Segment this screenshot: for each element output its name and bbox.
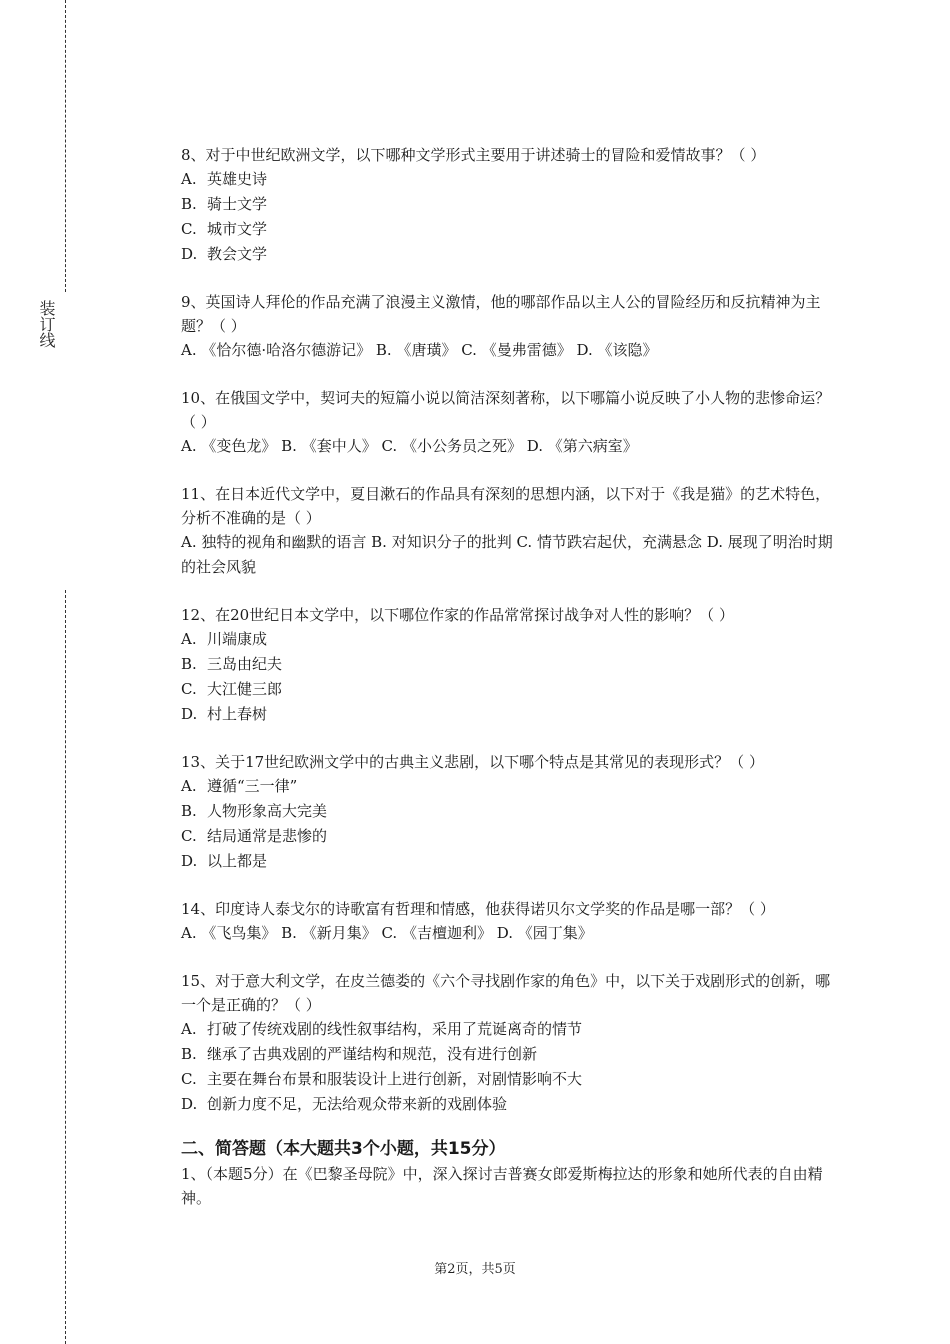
option-letter: B. (181, 195, 197, 213)
option-b (181, 799, 841, 824)
option-letter: D. (181, 705, 198, 723)
option-text: 继承了古典戏剧的严谨结构和规范，没有进行创新 (207, 1045, 538, 1063)
option-text: 主要在舞台布景和服装设计上进行创新，对剧情影响不大 (207, 1070, 583, 1088)
option-text: 英雄史诗 (207, 170, 268, 188)
option-letter: D. (181, 1095, 198, 1113)
option-a (181, 627, 841, 652)
question-stem: 14、印度诗人泰戈尔的诗歌富有哲理和情感，他获得诺贝尔文学奖的作品是哪一部？（ ） (181, 900, 775, 918)
options-line: A. 独特的视角和幽默的语言 B. 对知识分子的批判 C. 情节跌宕起伏，充满悬念 D. 展现了明治时期的社会风貌 (181, 533, 833, 576)
essay-question-1: 1、（本题5分）在《巴黎圣母院》中，深入探讨吉普赛女郎爱斯梅拉达的形象和她所代表的自由精神。 (181, 1165, 823, 1207)
question-stem: 8、对于中世纪欧洲文学，以下哪种文学形式主要用于讲述骑士的冒险和爱情故事？（ ） (181, 146, 766, 164)
option-text: 遵循“三一律” (207, 777, 298, 795)
option-c (181, 217, 841, 242)
option-text: 创新力度不足，无法给观众带来新的戏剧体验 (207, 1095, 508, 1113)
option-letter: D. (181, 852, 198, 870)
question-9 (181, 290, 841, 363)
option-b (181, 652, 841, 677)
option-text: 结局通常是悲惨的 (207, 827, 328, 845)
option-letter: B. (181, 655, 197, 673)
question-15 (181, 969, 841, 1117)
option-text: 教会文学 (207, 245, 268, 263)
option-text: 以上都是 (207, 852, 268, 870)
question-12 (181, 603, 841, 727)
option-letter: C. (181, 220, 197, 238)
option-a (181, 167, 841, 192)
question-stem: 11、在日本近代文学中，夏目漱石的作品具有深刻的思想内涵，以下对于《我是猫》的艺术特色，分析不准确的是（ ） (181, 485, 831, 527)
question-13 (181, 750, 841, 874)
question-14 (181, 897, 841, 946)
option-letter: A. (181, 630, 197, 648)
option-letter: C. (181, 680, 197, 698)
option-b (181, 1042, 841, 1067)
option-text: 打破了传统戏剧的线性叙事结构，采用了荒诞离奇的情节 (207, 1020, 583, 1038)
option-b (181, 192, 841, 217)
option-text: 骑士文学 (207, 195, 268, 213)
option-letter: C. (181, 1070, 197, 1088)
option-c (181, 824, 841, 849)
option-text: 大江健三郎 (207, 680, 283, 698)
option-c (181, 1067, 841, 1092)
option-c (181, 677, 841, 702)
option-text: 人物形象高大完美 (207, 802, 328, 820)
option-text: 三岛由纪夫 (207, 655, 283, 673)
option-letter: B. (181, 802, 197, 820)
option-d (181, 702, 841, 727)
question-stem: 15、对于意大利文学，在皮兰德娄的《六个寻找剧作家的角色》中，以下关于戏剧形式的创新，哪一个是正确的？（ ） (181, 972, 831, 1014)
binding-dashed-line-bottom (65, 590, 66, 1344)
options-line: A. 《变色龙》 B. 《套中人》 C. 《小公务员之死》 D. 《第六病室》 (181, 437, 638, 455)
page-number: 第2页，共5页 (434, 1262, 516, 1277)
question-11 (181, 482, 841, 580)
option-d (181, 849, 841, 874)
option-a (181, 1017, 841, 1042)
option-d (181, 1092, 841, 1117)
section-heading: 二、简答题（本大题共3个小题，共15分） (181, 1139, 506, 1159)
option-text: 村上春树 (207, 705, 268, 723)
option-letter: A. (181, 1020, 197, 1038)
option-text: 城市文学 (207, 220, 268, 238)
option-letter: A. (181, 777, 197, 795)
option-letter: D. (181, 245, 198, 263)
option-letter: B. (181, 1045, 197, 1063)
option-text: 川端康成 (207, 630, 268, 648)
binding-dashed-line-top (65, 0, 66, 292)
option-d (181, 242, 841, 267)
question-8 (181, 143, 841, 267)
question-10 (181, 386, 841, 459)
option-letter: C. (181, 827, 197, 845)
option-a (181, 774, 841, 799)
question-stem: 13、关于17世纪欧洲文学中的古典主义悲剧，以下哪个特点是其常见的表现形式？（ ） (181, 753, 764, 771)
options-line: A. 《飞鸟集》 B. 《新月集》 C. 《吉檀迦利》 D. 《园丁集》 (181, 924, 593, 942)
binding-line-label: 装订线 (37, 300, 56, 348)
options-line: A. 《恰尔德·哈洛尔德游记》 B. 《唐璜》 C. 《曼弗雷德》 D. 《该隐》 (181, 341, 658, 359)
option-letter: A. (181, 170, 197, 188)
exam-content (181, 143, 841, 1210)
question-stem: 9、英国诗人拜伦的作品充满了浪漫主义激情，他的哪部作品以主人公的冒险经历和反抗精神为主题？（ ） (181, 293, 821, 335)
question-stem: 10、在俄国文学中，契诃夫的短篇小说以简洁深刻著称，以下哪篇小说反映了小人物的悲惨命运？（ ） (181, 389, 831, 431)
question-stem: 12、在20世纪日本文学中，以下哪位作家的作品常常探讨战争对人性的影响？（ ） (181, 606, 734, 624)
